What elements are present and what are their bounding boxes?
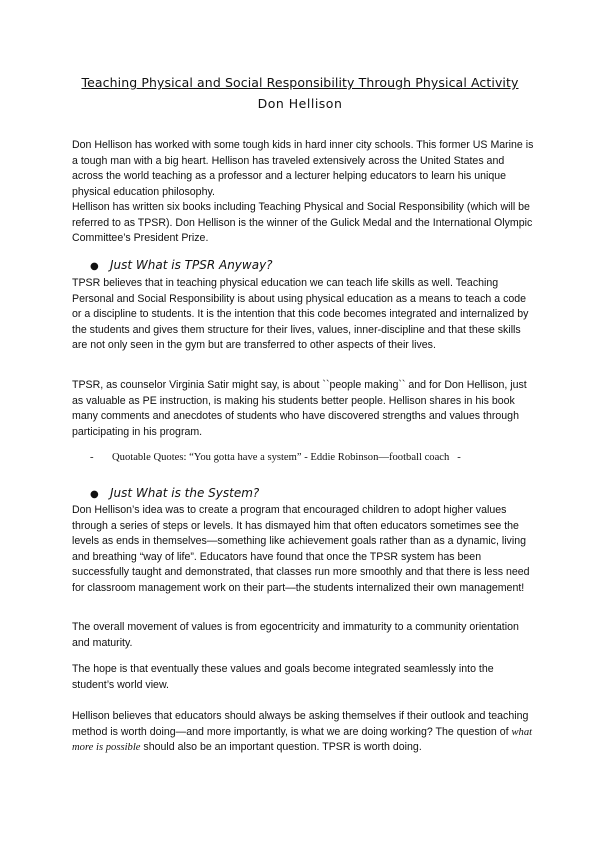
- bullet-icon: ●: [90, 261, 99, 272]
- section2-paragraph-1: Don Hellison’s idea was to create a program that encouraged children to adopt higher values through a series of steps or levels. It has dismayed him that often educators sometimes see the levels as ends in themselves—something like achievement goals rather than as a dynamic, living and breathing “way of life”. Educators have found that once the TPSR system has been successfully taught and demonstrated, that classes run more smoothly and that there is less need for classroom management work on their part—the students internalized their own management!: [72, 504, 530, 594]
- section2-paragraph-2: The overall movement of values is from egocentricity and immaturity to a community orientation and maturity.: [72, 621, 519, 649]
- quotable-quote: [90, 452, 461, 463]
- section2-paragraph-3: The hope is that eventually these values and goals become integrated seamlessly into the student’s world view.: [72, 663, 494, 691]
- quote-text: Quotable Quotes: “You gotta have a system” - Eddie Robinson—football coach: [112, 452, 450, 463]
- intro-paragraph-2: Hellison has written six books including Teaching Physical and Social Responsibility (which will be referred to as TPSR). Don Hellison is the winner of the Gulick Medal and the International Olympic Committee’s President Prize.: [72, 201, 533, 244]
- bullet-icon: ●: [90, 489, 99, 500]
- section2-paragraph-4: [72, 709, 534, 756]
- section1-paragraph-2: TPSR, as counselor Virginia Satir might say, is about ``people making`` and for Don Hellison, just as valuable as PE instruction, is making his students better people. Hellison shares in his book many comments and anecdotes of students who have discovered strengths and values through participating in his program.: [72, 379, 527, 438]
- paragraph-text-start: Hellison believes that educators should always be asking themselves if their outlook and teaching method is worth doing—and more importantly, is what we are doing working? The question of: [72, 710, 529, 738]
- section-heading-system: [90, 486, 259, 500]
- quote-dash-left: -: [90, 452, 94, 463]
- section-heading-tpsr: [90, 258, 273, 272]
- paragraph-text-end: should also be an important question. TPSR is worth doing.: [140, 741, 422, 753]
- section-heading-text: Just What is the System?: [110, 486, 260, 500]
- section1-paragraph-1: TPSR believes that in teaching physical education we can teach life skills as well. Teaching Personal and Social Responsibility is about using physical education as a means to teach a code or a discipline to students. It is the intention that this code becomes integrated and internalized by the students and gives them structure for their lives, values, inner-discipline and that these skills are not only seen in the gym but are transferred to other aspects of their lives.: [72, 277, 529, 351]
- quote-dash-right: -: [457, 452, 461, 463]
- intro-paragraph-1: Don Hellison has worked with some tough kids in hard inner city schools. This former US Marine is a tough man with a big heart. Hellison has traveled extensively across the United States and across the world teaching as a professor and a lecturer helping educators to learn his unique physical education philosophy.: [72, 139, 534, 198]
- section-heading-text: Just What is TPSR Anyway?: [110, 258, 273, 272]
- author-name: Don Hellison: [257, 96, 343, 111]
- document-title: Teaching Physical and Social Responsibility Through Physical Activity: [81, 75, 519, 90]
- emphasis-phrase: what more is possible: [72, 726, 533, 753]
